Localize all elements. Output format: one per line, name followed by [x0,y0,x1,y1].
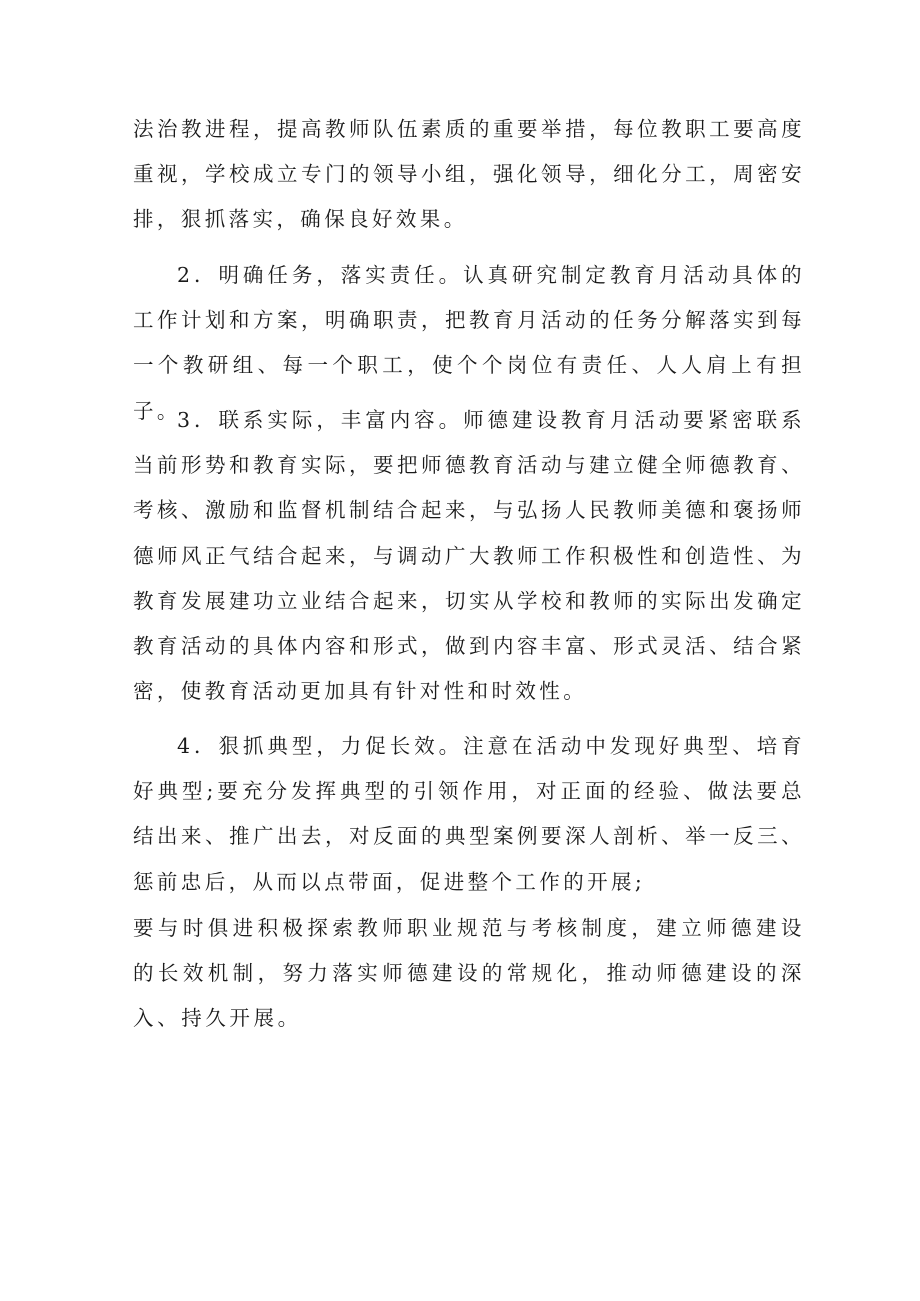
paragraph-item-2: 2．明确任务，落实责任。认真研究制定教育月活动具体的工作计划和方案，明确职责，把教育月活动的任务分解落实到每一个教研组、每一个职工，使个个岗位有责任、人人肩上有担子。 [133,263,805,423]
paragraph-continuation: 法治教进程，提高教师队伍素质的重要举措，每位教职工要高度重视，学校成立专门的领导小组，强化领导，细化分工，周密安排，狠抓落实，确保良好效果。 [133,117,805,232]
paragraph-item-4: 4．狠抓典型，力促长效。注意在活动中发现好典型、培育好典型;要充分发挥典型的引领作用，对正面的经验、做法要总结出来、推广出去，对反面的典型案例要深人剖析、举一反三、惩前忠后，从而以点带面，促进整个工作的开展; [133,734,805,894]
paragraph-closing: 要与时俱进积极探索教师职业规范与考核制度，建立师德建设的长效机制，努力落实师德建设的常规化，推动师德建设的深入、持久开展。 [133,916,805,1031]
paragraph-item-3: 3．联系实际，丰富内容。师德建设教育月活动要紧密联系当前形势和教育实际，要把师德教育活动与建立健全师德教育、考核、激励和监督机制结合起来，与弘扬人民教师美德和褒扬师德师风正气结合起来，与调动广大教师工作积极性和创造性、为教育发展建功立业结合起来，切实从学校和教师的实际出发确定教育活动的具体内容和形式，做到内容丰富、形式灵活、结合紧密，使教育活动更加具有针对性和时效性。 [133,408,805,704]
